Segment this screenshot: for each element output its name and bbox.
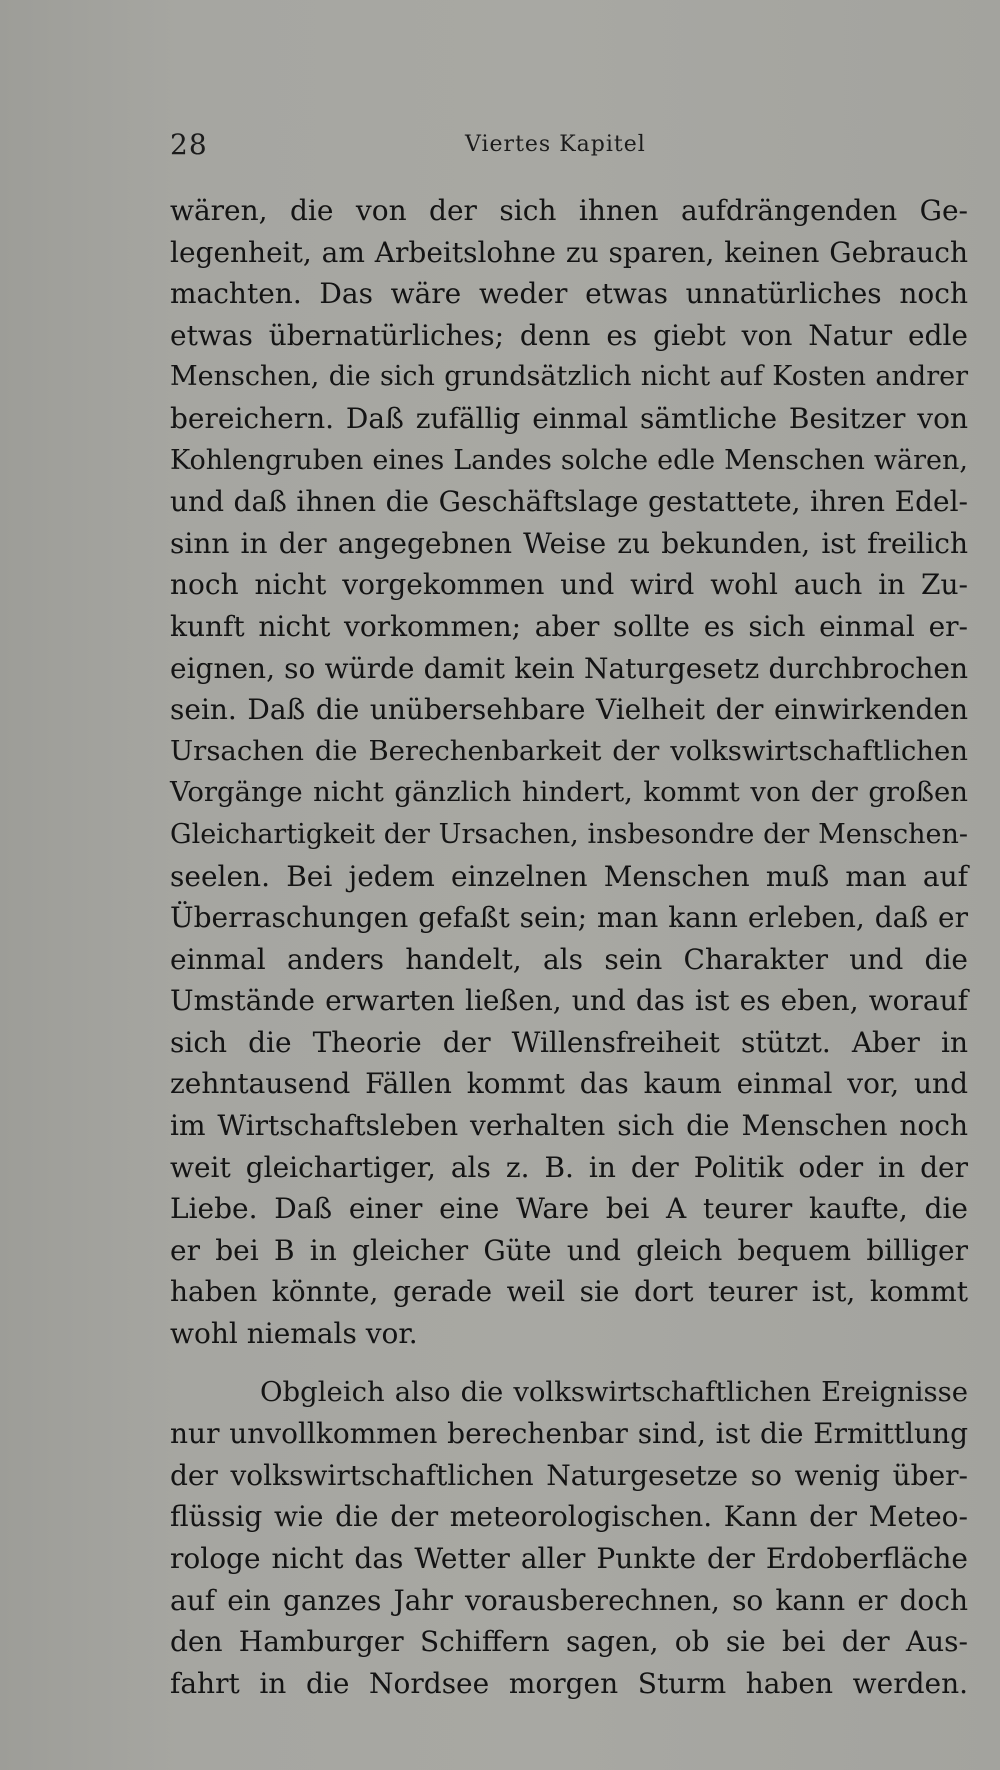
- text-line: fahrt in die Nordsee morgen Sturm haben werden.: [170, 1666, 968, 1700]
- text-line: der volkswirtschaftlichen Naturgesetze so wenig über-: [170, 1458, 968, 1492]
- text-line: seelen. Bei jedem einzelnen Menschen muß man auf: [170, 859, 968, 893]
- text-line: er bei B in gleicher Güte und gleich bequem billiger: [170, 1233, 968, 1267]
- text-line: auf ein ganzes Jahr vorausberechnen, so kann er doch: [170, 1583, 968, 1617]
- text-line: Gleichartigkeit der Ursachen, insbesondre der Menschen-: [170, 818, 968, 850]
- page-header: [170, 128, 940, 168]
- paragraph-1: [170, 190, 968, 1355]
- text-line: Menschen, die sich grundsätzlich nicht auf Kosten andrer: [170, 361, 968, 393]
- text-line: und daß ihnen die Geschäftslage gestattete, ihren Edel-: [170, 485, 968, 519]
- text-line: sich die Theorie der Willensfreiheit stützt. Aber in: [170, 1025, 968, 1059]
- paragraph-2: [170, 1372, 968, 1705]
- text-line: wären, die von der sich ihnen aufdrängenden Ge-: [170, 194, 968, 227]
- text-line: legenheit, am Arbeitslohne zu sparen, keinen Gebrauch: [170, 235, 968, 269]
- text-line: zehntausend Fällen kommt das kaum einmal vor, und: [170, 1067, 968, 1101]
- text-line: Ursachen die Berechenbarkeit der volkswirtschaftlichen: [170, 734, 968, 767]
- text-line: wohl niemals vor.: [170, 1317, 418, 1351]
- text-line: weit gleichartiger, als z. B. in der Politik oder in der: [170, 1150, 968, 1184]
- page-number: 28: [170, 128, 208, 161]
- text-line: etwas übernatürliches; denn es giebt von Natur edle: [170, 318, 968, 352]
- text-line: flüssig wie die der meteorologischen. Kann der Meteo-: [170, 1500, 968, 1534]
- text-line: haben könnte, gerade weil sie dort teurer ist, kommt: [170, 1275, 968, 1309]
- text-line: noch nicht vorgekommen und wird wohl auch in Zu-: [170, 568, 968, 602]
- text-line: nur unvollkommen berechenbar sind, ist die Ermittlung: [170, 1417, 968, 1451]
- text-line: den Hamburger Schiffern sagen, ob sie bei der Aus-: [170, 1625, 968, 1659]
- text-line: machten. Das wäre weder etwas unnatürliches noch: [170, 277, 968, 311]
- text-line: Vorgänge nicht gänzlich hindert, kommt von der großen: [170, 776, 968, 809]
- text-line: bereichern. Daß zufällig einmal sämtliche Besitzer von: [170, 401, 968, 435]
- text-line: im Wirtschaftsleben verhalten sich die Menschen noch: [170, 1109, 968, 1143]
- paragraph-gap: [170, 1355, 968, 1372]
- text-line: eignen, so würde damit kein Naturgesetz durchbrochen: [170, 651, 968, 685]
- text-line: sinn in der angegebnen Weise zu bekunden, ist freilich: [170, 526, 968, 560]
- running-title: Viertes Kapitel: [465, 132, 646, 157]
- text-line: kunft nicht vorkommen; aber sollte es sich einmal er-: [170, 609, 968, 643]
- body-text: [170, 190, 968, 1704]
- text-line: Umstände erwarten ließen, und das ist es eben, worauf: [170, 984, 968, 1018]
- text-line: Kohlengruben eines Landes solche edle Menschen wären,: [170, 444, 968, 476]
- text-line: Obgleich also die volkswirtschaftlichen Ereignisse: [260, 1375, 968, 1408]
- text-line: Überraschungen gefaßt sein; man kann erleben, daß er: [170, 901, 968, 935]
- text-line: einmal anders handelt, als sein Charakter und die: [170, 942, 968, 976]
- text-line: sein. Daß die unübersehbare Vielheit der einwirkenden: [170, 693, 968, 727]
- text-line: Liebe. Daß einer eine Ware bei A teurer kaufte, die: [170, 1192, 968, 1226]
- text-line: rologe nicht das Wetter aller Punkte der Erdoberfläche: [170, 1542, 968, 1575]
